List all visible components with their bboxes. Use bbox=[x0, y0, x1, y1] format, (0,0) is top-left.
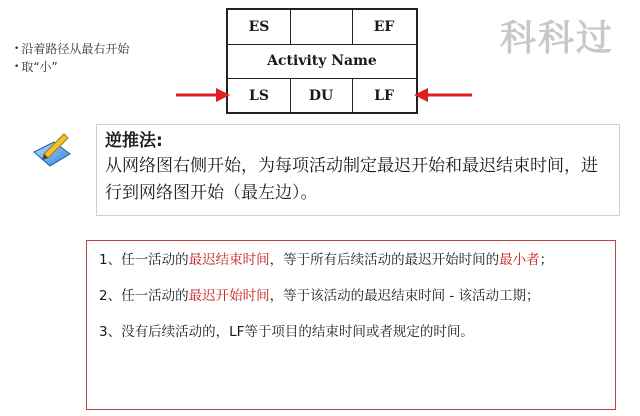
rule-2: 2、任一活动的最迟开始时间，等于该活动的最迟结束时间 - 该活动工期； bbox=[99, 288, 540, 304]
left-arrow-icon bbox=[412, 85, 472, 105]
cell-ls: LS bbox=[249, 88, 269, 104]
backward-pass-box bbox=[96, 124, 620, 216]
activity-node-diagram bbox=[226, 8, 418, 114]
rule-3: 3、没有后续活动的，LF等于项目的结束时间或者规定的时间。 bbox=[99, 324, 474, 340]
cell-ef: EF bbox=[373, 19, 395, 35]
cell-activity-name: Activity Name bbox=[267, 53, 377, 69]
cell-es: ES bbox=[248, 19, 270, 35]
method-text: 从网络图右侧开始，为每项活动制定最迟开始和最迟结束时间，进行到网络图开始（最左边）。 bbox=[105, 156, 598, 203]
node-divider-v1 bbox=[290, 10, 291, 44]
cell-lf: LF bbox=[374, 88, 394, 104]
pencil-note-icon bbox=[30, 128, 74, 176]
rule-1: 1、任一活动的最迟结束时间，等于所有后续活动的最迟开始时间的最小者； bbox=[99, 252, 554, 268]
method-title: 逆推法: bbox=[105, 131, 163, 151]
note-line-2: • 取“小” bbox=[14, 60, 58, 74]
cell-du: DU bbox=[308, 88, 334, 104]
instruction-notes bbox=[14, 40, 129, 76]
rules-box bbox=[86, 240, 616, 410]
note-line-1: • 沿着路径从最右开始 bbox=[14, 42, 130, 56]
watermark-logo: 科科过 bbox=[500, 18, 615, 59]
right-arrow-icon bbox=[176, 85, 232, 105]
